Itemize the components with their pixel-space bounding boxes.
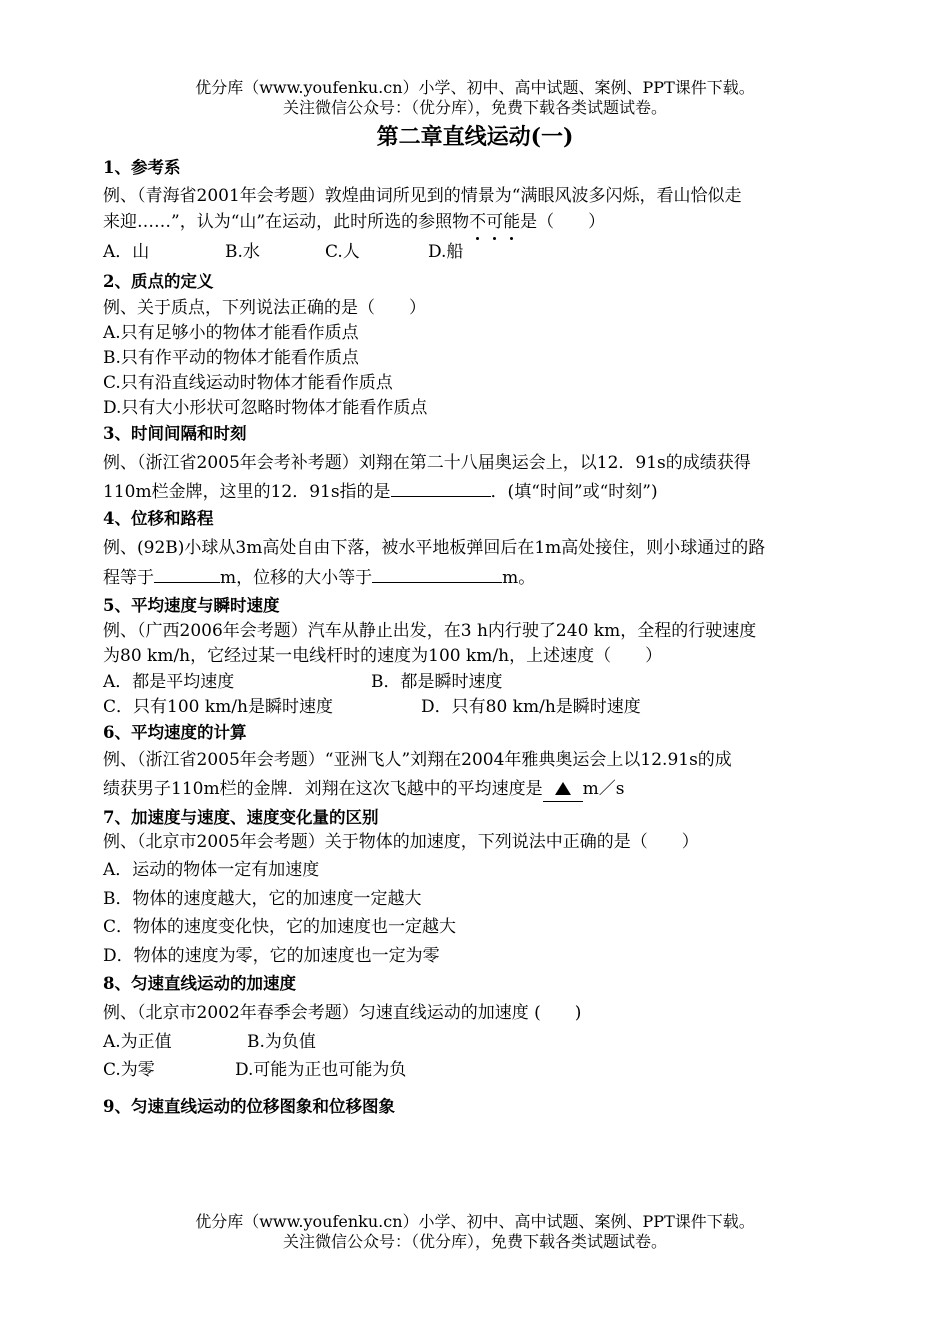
s7-option-c: C．物体的速度变化快，它的加速度也一定越大: [103, 917, 457, 937]
s1-q2-text-b: 是（ ）: [520, 212, 606, 232]
footer-line-2: 关注微信公众号：（优分库），免费下载各类试题试卷。: [282, 1232, 667, 1251]
s5-option-d: D．只有80 km/h是瞬时速度: [421, 697, 641, 717]
s3-q2-text-a: 110m栏金牌，这里的12．91s指的是: [103, 482, 391, 502]
header-line-2: 关注微信公众号：（优分库），免费下载各类试题试卷。: [282, 98, 667, 117]
s8-question: 例、（北京市2002年春季会考题）匀速直线运动的加速度 ( ): [103, 1003, 582, 1023]
s1-option-b: B.水: [225, 242, 260, 262]
s1-options: [103, 240, 853, 264]
s7-option-d: D．物体的速度为零，它的加速度也一定为零: [103, 946, 440, 966]
s5-options-row-2: [103, 695, 853, 719]
s1-option-d: D.船: [428, 242, 464, 262]
s8-option-d: D.可能为正也可能为负: [235, 1060, 407, 1080]
s6-question-line-2: [103, 777, 853, 802]
section-3-heading: 3、时间间隔和时刻: [103, 424, 247, 443]
section-9-heading: 9、匀速直线运动的位移图象和位移图象: [103, 1097, 395, 1116]
s1-question-line-2: [103, 210, 853, 234]
s7-option-b: B．物体的速度越大，它的加速度一定越大: [103, 889, 422, 909]
s1-option-c: C.人: [325, 242, 360, 262]
s5-question-line-2: 为80 km/h，它经过某一电线杆时的速度为100 km/h，上述速度（ ）: [103, 646, 663, 666]
answer-blank: [154, 564, 220, 583]
s6-question-line-1: 例、（浙江省2005年会考题）“亚洲飞人”刘翔在2004年雅典奥运会上以12.91s的成: [103, 750, 732, 770]
s2-option-b: B.只有作平动的物体才能看作质点: [103, 348, 359, 368]
s6-q2-text-a: 绩获男子110m栏的金牌．刘翔在这次飞越中的平均速度是: [103, 779, 543, 799]
s2-option-a: A.只有足够小的物体才能看作质点: [103, 323, 359, 343]
header-line-1: 优分库（www.youfenku.cn）小学、初中、高中试题、案例、PPT课件下载。: [195, 78, 755, 97]
s1-question-line-1: 例、（青海省2001年会考题）敦煌曲词所见到的情景为“满眼风波多闪烁，看山恰似走: [103, 186, 742, 206]
section-4-heading: 4、位移和路程: [103, 509, 214, 528]
s4-q2-text-c: m。: [502, 568, 536, 588]
section-6-heading: 6、平均速度的计算: [103, 723, 247, 742]
s8-options-row-2: [103, 1058, 853, 1082]
answer-blank: [391, 478, 491, 497]
s4-q2-text-b: m，位移的大小等于: [220, 568, 373, 588]
triangle-marker-icon: [555, 782, 571, 795]
answer-blank: [372, 564, 502, 583]
s4-question-line-1: 例、(92B)小球从3m高处自由下落，被水平地板弹回后在1m高处接住，则小球通过的路: [103, 538, 766, 558]
s5-option-c: C．只有100 km/h是瞬时速度: [103, 697, 333, 717]
section-5-heading: 5、平均速度与瞬时速度: [103, 596, 280, 615]
s7-question: 例、（北京市2005年会考题）关于物体的加速度，下列说法中正确的是（ ）: [103, 832, 699, 852]
s2-question: 例、关于质点，下列说法正确的是（ ）: [103, 298, 426, 318]
section-1-heading: 1、参考系: [103, 158, 181, 177]
s5-option-b: B．都是瞬时速度: [371, 672, 503, 692]
section-7-heading: 7、加速度与速度、速度变化量的区别: [103, 808, 379, 827]
s2-option-c: C.只有沿直线运动时物体才能看作质点: [103, 373, 393, 393]
s3-question-line-2: [103, 478, 853, 504]
emphasis-char-1: 不: [469, 212, 487, 232]
footer-line-1: 优分库（www.youfenku.cn）小学、初中、高中试题、案例、PPT课件下载。: [195, 1212, 755, 1231]
s2-option-d: D.只有大小形状可忽略时物体才能看作质点: [103, 398, 428, 418]
s8-option-c: C.为零: [103, 1060, 155, 1080]
page-title: 第二章直线运动(一): [376, 124, 574, 150]
section-8-heading: 8、匀速直线运动的加速度: [103, 974, 296, 993]
s5-option-a: A．都是平均速度: [103, 672, 235, 692]
s7-option-a: A．运动的物体一定有加速度: [103, 860, 320, 880]
s3-q2-text-b: ．(填“时间”或“时刻”): [490, 482, 658, 502]
s8-option-b: B.为负值: [247, 1032, 316, 1052]
s8-options-row-1: [103, 1030, 853, 1054]
emphasis-char-3: 能: [503, 212, 521, 232]
s1-q2-text-a: 来迎……”，认为“山”在运动，此时所选的参照物: [103, 212, 470, 232]
s5-question-line-1: 例、（广西2006年会考题）汽车从静止出发，在3 h内行驶了240 km，全程的行驶速度: [103, 621, 757, 641]
section-2-heading: 2、质点的定义: [103, 272, 214, 291]
s4-question-line-2: [103, 564, 853, 590]
s1-option-a: A．山: [103, 242, 150, 262]
s6-q2-text-b: m／s: [582, 779, 625, 799]
s4-q2-text-a: 程等于: [103, 568, 154, 588]
s8-option-a: A.为正值: [103, 1032, 172, 1052]
s3-question-line-1: 例、（浙江省2005年会考补考题）刘翔在第二十八届奥运会上，以12．91s的成绩获得: [103, 453, 751, 473]
s5-options-row-1: [103, 670, 853, 694]
answer-blank: [543, 777, 583, 802]
emphasis-char-2: 可: [486, 212, 504, 232]
